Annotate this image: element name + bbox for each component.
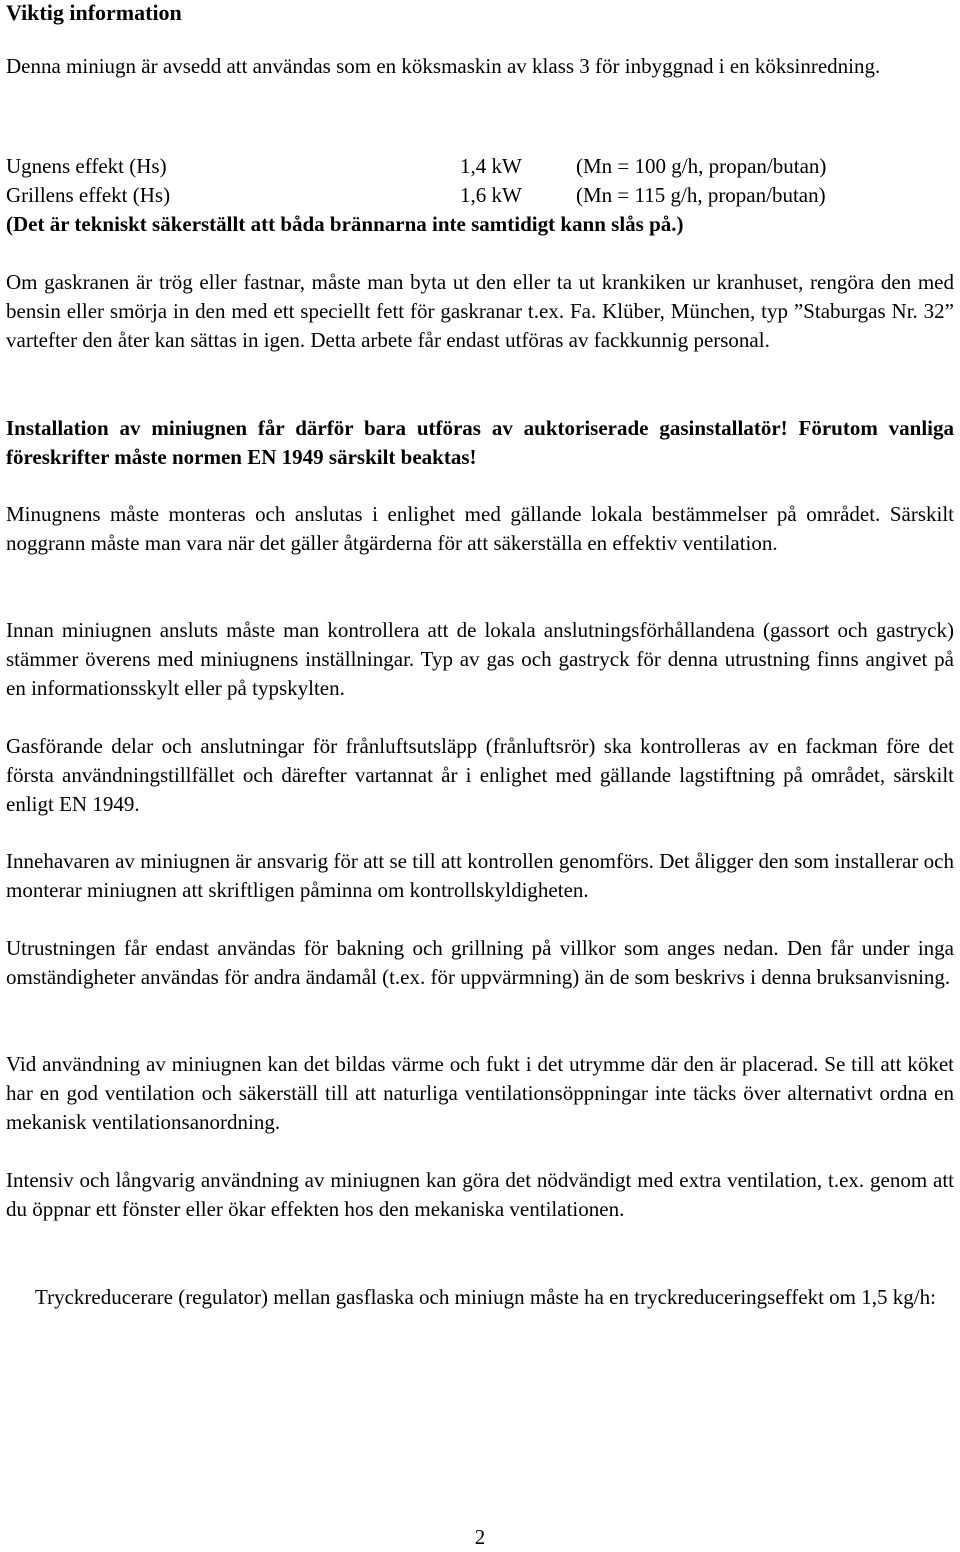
paragraph-extra-ventilation: Intensiv och långvarig användning av miniugnen kan göra det nödvändigt med extra ventilation, t.ex. genom att du öppnar ett fönster eller ökar effekten hos den mekaniska ventilationen. (6, 1168, 954, 1221)
paragraph-owner-responsibility: Innehavaren av miniugnen är ansvarig för att se till att kontrollen genomförs. Det åligger den som installerar och monterar miniugnen att skriftligen påminna om kontrollskyldigheten. (6, 849, 954, 902)
page-title: Viktig information (6, 0, 182, 25)
spec-power: 1,6 kW (460, 183, 522, 207)
spec-label: Ugnens effekt (Hs) (6, 154, 167, 178)
paragraph-intended-use: Utrustningen får endast användas för bakning och grillning på villkor som anges nedan. Den får under inga omständigheter användas för andra ändamål (t.ex. för uppvärmning) än de som beskrivs i denna bruksanvisning. (6, 936, 954, 989)
spec-power: 1,4 kW (460, 154, 522, 178)
paragraph-installation-warning: Installation av miniugnen får därför bara utföras av auktoriserade gasinstallatör! Förutom vanliga föreskrifter måste normen EN 1949 särskilt beaktas! (6, 416, 954, 469)
paragraph-gas-tap: Om gaskranen är trög eller fastnar, måste man byta ut den eller ta ut krankiken ur kranhuset, rengöra den med bensin eller smörja in den med ett speciellt fett för gaskranar t.ex. Fa. Klüber, München, typ ”Staburgas Nr. 32” vartefter den åter kan sättas in igen. Detta arbete får endast utföras av fackkunnig personal. (6, 270, 954, 352)
spec-note: (Det är tekniskt säkerställt att båda brännarna inte samtidigt kann slås på.) (6, 212, 684, 236)
spec-flow: (Mn = 115 g/h, propan/butan) (576, 183, 826, 207)
spec-row-grill (6, 181, 954, 210)
intro-paragraph: Denna miniugn är avsedd att användas som en köksmaskin av klass 3 för inbyggnad i en köksinredning. (6, 54, 881, 78)
paragraph-ventilation: Vid användning av miniugnen kan det bildas värme och fukt i det utrymme där den är placerad. Se till att köket har en god ventilation och säkerställ till att naturliga ventilationsöppningar inte täcks över alternativt ordna en mekanisk ventilationsanordning. (6, 1052, 954, 1134)
paragraph-inspection: Gasförande delar och anslutningar för frånluftsutsläpp (frånluftsrör) ska kontrolleras av en fackman före det första användningstillfället och därefter vartannat år i enlighet med gällande lagstiftning på området, särskilt enligt EN 1949. (6, 734, 954, 816)
paragraph-mounting: Minugnens måste monteras och anslutas i enlighet med gällande lokala bestämmelser på området. Särskilt noggrann måste man vara när det gäller åtgärderna för att säkerställa en effektiv ventilation. (6, 502, 954, 555)
page-number: 2 (474, 1525, 486, 1549)
spec-flow: (Mn = 100 g/h, propan/butan) (576, 154, 827, 178)
paragraph-regulator: Tryckreducerare (regulator) mellan gasflaska och miniugn måste ha en tryckreduceringseffekt om 1,5 kg/h: (35, 1285, 936, 1309)
paragraph-connection-check: Innan miniugnen ansluts måste man kontrollera att de lokala anslutningsförhållandena (gassort och gastryck) stämmer överens med miniugnens inställningar. Typ av gas och gastryck för denna utrustning finns angivet på en informationsskylt eller på typskylten. (6, 618, 954, 700)
spec-row-oven (6, 152, 954, 181)
power-specs (6, 152, 954, 239)
spec-label: Grillens effekt (Hs) (6, 183, 171, 207)
